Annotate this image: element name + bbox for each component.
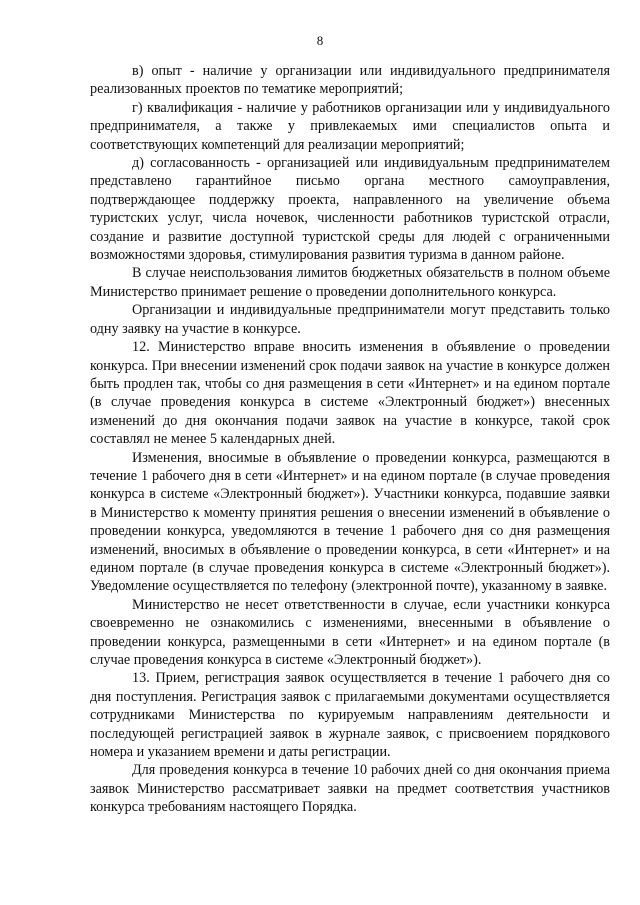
paragraph: Организации и индивидуальные предприниматели могут представить только одну заявку на участие в конкурсе. (90, 302, 610, 337)
paragraph: 12. Министерство вправе вносить изменения в объявление о проведении конкурса. При внесении изменений срок подачи заявок на участие в конкурсе должен быть продлен так, чтобы со дня размещения в сети «Интернет» и на едином портале (в случае проведения конкурса в системе «Электронный бюджет») внесенных изменений до дня окончания подачи заявок на участие в конкурсе, такой срок составлял не менее 5 календарных дней. (90, 339, 610, 448)
paragraph: 13. Прием, регистрация заявок осуществляется в течение 1 рабочего дня со дня поступления. Регистрация заявок с прилагаемыми документами осуществляется сотрудниками Министерства по курируемым направлениям деятельности и последующей регистрацией заявок в журнале заявок, с присвоением порядкового номера и указанием времени и даты регистрации. (90, 670, 610, 761)
paragraph: г) квалификация - наличие у работников организации или у индивидуального предпринимателя, а также у привлекаемых ими специалистов опыта и соответствующих компетенций для реализации мероприятий; (90, 99, 610, 153)
paragraph: В случае неиспользования лимитов бюджетных обязательств в полном объеме Министерство принимает решение о проведении дополнительного конкурса. (90, 265, 610, 300)
page-number: 8 (316, 33, 324, 48)
paragraph: в) опыт - наличие у организации или индивидуального предпринимателя реализованных проектов по тематике мероприятий; (90, 63, 610, 98)
paragraph: Министерство не несет ответственности в случае, если участники конкурса своевременно не ознакомились с изменениями, внесенными в объявление о проведении конкурса, размещенными в сети «Интернет» и на едином портале (в случае проведения конкурса в системе «Электронный бюджет»). (90, 596, 610, 668)
paragraph: Изменения, вносимые в объявление о проведении конкурса, размещаются в течение 1 рабочего дня в сети «Интернет» и на едином портале (в случае проведения конкурса в системе «Электронный бюджет»). Участники конкурса, подавшие заявки в Министерство к моменту принятия решения о внесении изменений в объявление о проведении конкурса, уведомляются в течение 1 рабочего дня со дня размещения изменений, вносимых в объявление о проведении конкурса, в сети «Интернет» и на едином портале (в случае проведения конкурса в системе «Электронный бюджет»). Уведомление осуществляется по телефону (электронной почте), указанному в заявке. (90, 449, 610, 595)
document-body (90, 62, 610, 817)
paragraph: Для проведения конкурса в течение 10 рабочих дней со дня окончания приема заявок Министерство рассматривает заявки на предмет соответствия участников конкурса требованиям настоящего Порядка. (90, 762, 610, 816)
paragraph: д) согласованность - организацией или индивидуальным предпринимателем представлено гарантийное письмо органа местного самоуправления, подтверждающее поддержку проекта, направленного на увеличение объема туристских услуг, числа ночевок, численности работников туристской отрасли, создание и развитие доступной туристской среды для людей с ограниченными возможностями здоровья, стимулирования развития туризма в данном районе. (90, 155, 610, 264)
